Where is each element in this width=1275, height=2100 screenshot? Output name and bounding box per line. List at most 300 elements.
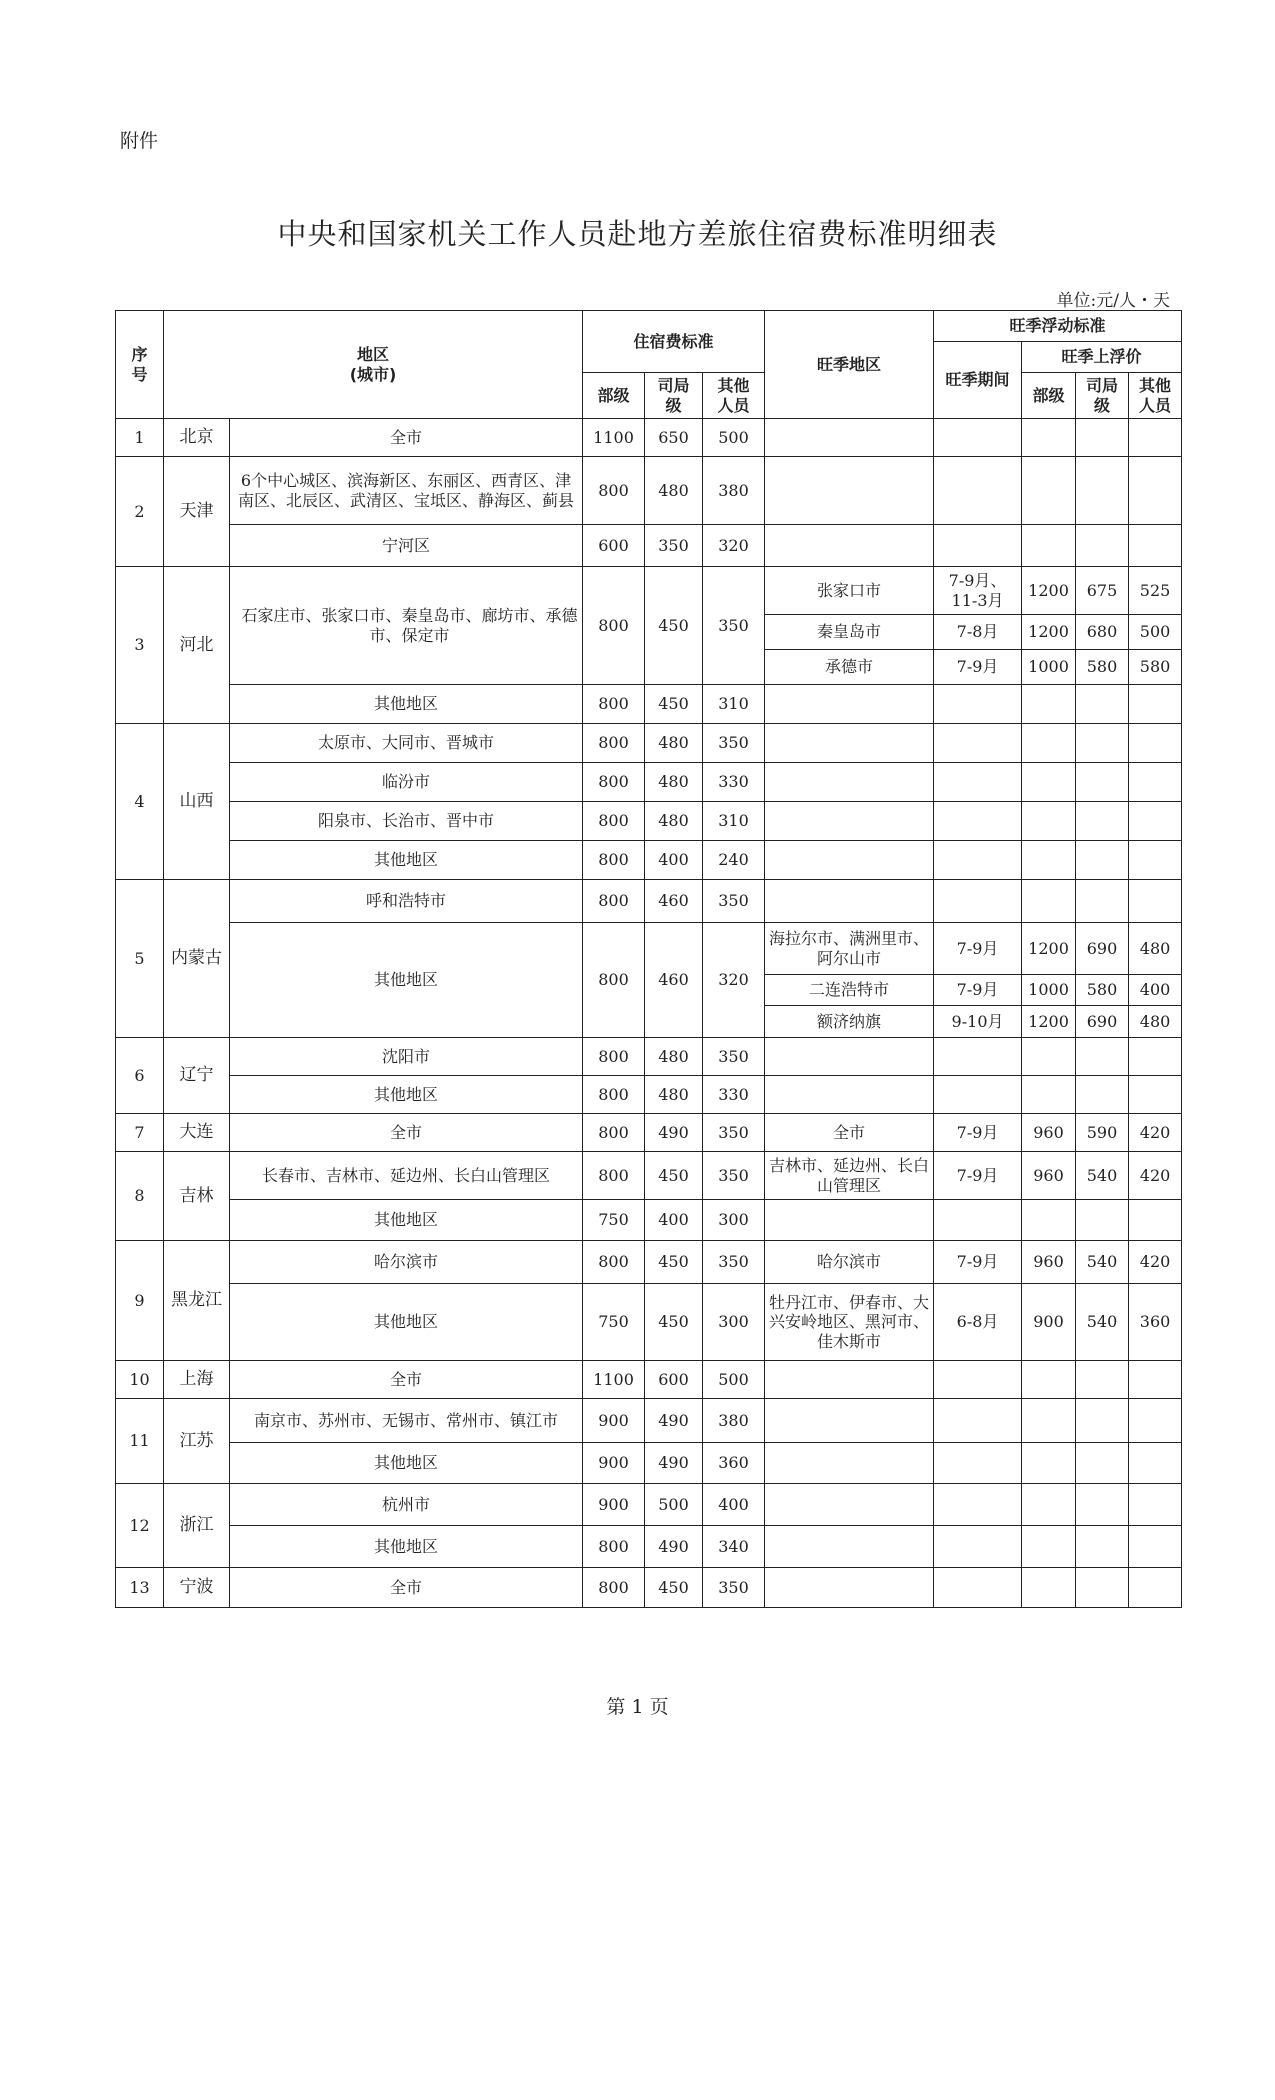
province: 宁波 <box>164 1568 230 1608</box>
area: 南京市、苏州市、无锡市、常州市、镇江市 <box>230 1399 583 1443</box>
rate-table <box>115 310 1182 1608</box>
rate-bureau: 450 <box>645 1284 703 1361</box>
rate-bureau: 450 <box>645 1241 703 1284</box>
row-no: 2 <box>116 457 164 567</box>
peak-bureau <box>1076 841 1129 880</box>
peak-bureau <box>1076 1399 1129 1443</box>
peak-bureau: 580 <box>1076 650 1129 685</box>
peak-period <box>934 880 1022 923</box>
area: 6个中心城区、滨海新区、东丽区、西青区、津南区、北辰区、武清区、宝坻区、静海区、蓟县 <box>230 457 583 525</box>
peak-bureau <box>1076 525 1129 567</box>
peak-bureau <box>1076 457 1129 525</box>
table-row <box>116 802 1182 841</box>
peak-region <box>765 724 934 763</box>
peak-others: 480 <box>1129 1006 1182 1038</box>
table-row <box>116 1284 1182 1361</box>
table-row <box>116 1399 1182 1443</box>
peak-period: 9-10月 <box>934 1006 1022 1038</box>
province: 河北 <box>164 567 230 724</box>
row-no: 6 <box>116 1038 164 1114</box>
peak-others <box>1129 763 1182 802</box>
peak-bureau <box>1076 1526 1129 1568</box>
rate-others: 300 <box>703 1284 765 1361</box>
rate-others: 350 <box>703 1152 765 1200</box>
rate-bureau: 600 <box>645 1361 703 1399</box>
rate-bureau: 490 <box>645 1443 703 1484</box>
area: 其他地区 <box>230 923 583 1038</box>
peak-region <box>765 1443 934 1484</box>
peak-period <box>934 419 1022 457</box>
header-peak-rate: 旺季上浮价 <box>1022 342 1182 373</box>
peak-bureau: 690 <box>1076 923 1129 975</box>
peak-region: 额济纳旗 <box>765 1006 934 1038</box>
peak-ministerial: 1000 <box>1022 975 1076 1006</box>
row-no: 1 <box>116 419 164 457</box>
peak-region <box>765 841 934 880</box>
peak-period: 6-8月 <box>934 1284 1022 1361</box>
table-row <box>116 880 1182 923</box>
peak-ministerial <box>1022 763 1076 802</box>
area: 阳泉市、长治市、晋中市 <box>230 802 583 841</box>
peak-others <box>1129 419 1182 457</box>
peak-region <box>765 802 934 841</box>
row-no: 7 <box>116 1114 164 1152</box>
rate-others: 350 <box>703 1114 765 1152</box>
rate-others: 330 <box>703 763 765 802</box>
peak-period: 7-9月 <box>934 1114 1022 1152</box>
rate-ministerial: 800 <box>583 1568 645 1608</box>
peak-ministerial <box>1022 1200 1076 1241</box>
header-peak-bureau: 司局 级 <box>1076 373 1129 419</box>
peak-bureau <box>1076 1568 1129 1608</box>
row-no: 4 <box>116 724 164 880</box>
peak-bureau <box>1076 1484 1129 1526</box>
province: 内蒙古 <box>164 880 230 1038</box>
table-row <box>116 763 1182 802</box>
province: 天津 <box>164 457 230 567</box>
peak-others: 420 <box>1129 1114 1182 1152</box>
rate-ministerial: 600 <box>583 525 645 567</box>
peak-bureau: 540 <box>1076 1152 1129 1200</box>
peak-region: 牡丹江市、伊春市、大兴安岭地区、黑河市、佳木斯市 <box>765 1284 934 1361</box>
peak-region <box>765 1399 934 1443</box>
peak-period <box>934 1076 1022 1114</box>
peak-period <box>934 685 1022 724</box>
area: 太原市、大同市、晋城市 <box>230 724 583 763</box>
peak-others: 420 <box>1129 1152 1182 1200</box>
rate-ministerial: 750 <box>583 1284 645 1361</box>
peak-others <box>1129 1443 1182 1484</box>
rate-ministerial: 800 <box>583 802 645 841</box>
header-peak-others: 其他 人员 <box>1129 373 1182 419</box>
peak-region <box>765 1484 934 1526</box>
peak-period <box>934 724 1022 763</box>
rate-others: 400 <box>703 1484 765 1526</box>
peak-period <box>934 1526 1022 1568</box>
area: 其他地区 <box>230 1076 583 1114</box>
rate-ministerial: 1100 <box>583 419 645 457</box>
peak-ministerial <box>1022 419 1076 457</box>
peak-ministerial <box>1022 685 1076 724</box>
rate-bureau: 490 <box>645 1114 703 1152</box>
peak-ministerial <box>1022 1568 1076 1608</box>
peak-ministerial <box>1022 1076 1076 1114</box>
rate-bureau: 400 <box>645 1200 703 1241</box>
rate-others: 350 <box>703 724 765 763</box>
table-row <box>116 567 1182 615</box>
rate-bureau: 450 <box>645 1568 703 1608</box>
rate-ministerial: 800 <box>583 1526 645 1568</box>
rate-ministerial: 800 <box>583 724 645 763</box>
row-no: 8 <box>116 1152 164 1241</box>
area: 长春市、吉林市、延边州、长白山管理区 <box>230 1152 583 1200</box>
peak-region: 张家口市 <box>765 567 934 615</box>
header-peak-period: 旺季期间 <box>934 342 1022 419</box>
row-no: 9 <box>116 1241 164 1361</box>
table-row <box>116 457 1182 525</box>
rate-bureau: 450 <box>645 567 703 685</box>
area: 石家庄市、张家口市、秦皇岛市、廊坊市、承德市、保定市 <box>230 567 583 685</box>
peak-bureau: 580 <box>1076 975 1129 1006</box>
header-bureau: 司局 级 <box>645 373 703 419</box>
rate-bureau: 480 <box>645 763 703 802</box>
peak-period <box>934 1568 1022 1608</box>
province: 大连 <box>164 1114 230 1152</box>
rate-others: 320 <box>703 923 765 1038</box>
row-no: 10 <box>116 1361 164 1399</box>
peak-region <box>765 1361 934 1399</box>
peak-ministerial: 960 <box>1022 1241 1076 1284</box>
peak-ministerial: 1200 <box>1022 615 1076 650</box>
table-row <box>116 1038 1182 1076</box>
peak-bureau <box>1076 763 1129 802</box>
rate-bureau: 460 <box>645 880 703 923</box>
peak-period <box>934 1361 1022 1399</box>
table-row <box>116 419 1182 457</box>
peak-others <box>1129 724 1182 763</box>
peak-bureau: 540 <box>1076 1284 1129 1361</box>
table-row <box>116 1200 1182 1241</box>
peak-ministerial: 900 <box>1022 1284 1076 1361</box>
peak-ministerial <box>1022 1484 1076 1526</box>
peak-period <box>934 457 1022 525</box>
header-ministerial: 部级 <box>583 373 645 419</box>
peak-region <box>765 1568 934 1608</box>
peak-region: 秦皇岛市 <box>765 615 934 650</box>
rate-bureau: 650 <box>645 419 703 457</box>
peak-ministerial: 960 <box>1022 1114 1076 1152</box>
peak-ministerial <box>1022 802 1076 841</box>
rate-ministerial: 900 <box>583 1484 645 1526</box>
province: 吉林 <box>164 1152 230 1241</box>
peak-region: 承德市 <box>765 650 934 685</box>
peak-bureau <box>1076 724 1129 763</box>
rate-others: 240 <box>703 841 765 880</box>
header-peak-region: 旺季地区 <box>765 311 934 419</box>
province: 北京 <box>164 419 230 457</box>
peak-others <box>1129 1361 1182 1399</box>
peak-others <box>1129 1568 1182 1608</box>
header-peak-standard: 旺季浮动标准 <box>934 311 1182 342</box>
rate-ministerial: 750 <box>583 1200 645 1241</box>
peak-bureau: 675 <box>1076 567 1129 615</box>
rate-bureau: 490 <box>645 1399 703 1443</box>
page-number: 第 1 页 <box>606 1696 669 1718</box>
rate-bureau: 480 <box>645 802 703 841</box>
peak-period <box>934 525 1022 567</box>
area: 其他地区 <box>230 685 583 724</box>
rate-ministerial: 900 <box>583 1443 645 1484</box>
peak-region <box>765 525 934 567</box>
peak-bureau: 680 <box>1076 615 1129 650</box>
rate-others: 310 <box>703 685 765 724</box>
province: 浙江 <box>164 1484 230 1568</box>
area: 杭州市 <box>230 1484 583 1526</box>
peak-ministerial <box>1022 1038 1076 1076</box>
peak-period: 7-9月 <box>934 1241 1022 1284</box>
area: 哈尔滨市 <box>230 1241 583 1284</box>
peak-bureau <box>1076 1361 1129 1399</box>
rate-ministerial: 1100 <box>583 1361 645 1399</box>
rate-ministerial: 900 <box>583 1399 645 1443</box>
header-region: 地区 (城市) <box>164 311 583 419</box>
peak-region: 吉林市、延边州、长白山管理区 <box>765 1152 934 1200</box>
peak-period: 7-9月 <box>934 975 1022 1006</box>
peak-bureau: 590 <box>1076 1114 1129 1152</box>
peak-region <box>765 1526 934 1568</box>
rate-ministerial: 800 <box>583 1114 645 1152</box>
header-no: 序 号 <box>116 311 164 419</box>
header-others: 其他 人员 <box>703 373 765 419</box>
rate-others: 330 <box>703 1076 765 1114</box>
table-row <box>116 1114 1182 1152</box>
rate-bureau: 480 <box>645 1038 703 1076</box>
rate-others: 350 <box>703 567 765 685</box>
rate-bureau: 350 <box>645 525 703 567</box>
area: 全市 <box>230 1114 583 1152</box>
table-row <box>116 1361 1182 1399</box>
peak-period <box>934 1399 1022 1443</box>
rate-ministerial: 800 <box>583 1038 645 1076</box>
area: 呼和浩特市 <box>230 880 583 923</box>
peak-region <box>765 419 934 457</box>
rate-others: 500 <box>703 1361 765 1399</box>
table-row <box>116 1568 1182 1608</box>
rate-ministerial: 800 <box>583 1076 645 1114</box>
rate-others: 350 <box>703 1241 765 1284</box>
peak-region <box>765 1038 934 1076</box>
row-no: 11 <box>116 1399 164 1484</box>
peak-ministerial <box>1022 1443 1076 1484</box>
peak-period: 7-9月 <box>934 1152 1022 1200</box>
rate-others: 350 <box>703 1038 765 1076</box>
peak-region: 二连浩特市 <box>765 975 934 1006</box>
peak-ministerial: 1200 <box>1022 923 1076 975</box>
peak-ministerial: 1200 <box>1022 567 1076 615</box>
peak-region <box>765 880 934 923</box>
peak-others <box>1129 1038 1182 1076</box>
peak-ministerial <box>1022 880 1076 923</box>
table-row <box>116 525 1182 567</box>
rate-ministerial: 800 <box>583 685 645 724</box>
peak-ministerial: 1200 <box>1022 1006 1076 1038</box>
peak-ministerial: 960 <box>1022 1152 1076 1200</box>
peak-period <box>934 1038 1022 1076</box>
peak-period <box>934 1200 1022 1241</box>
rate-ministerial: 800 <box>583 841 645 880</box>
peak-others <box>1129 1200 1182 1241</box>
peak-others: 420 <box>1129 1241 1182 1284</box>
rate-others: 500 <box>703 419 765 457</box>
peak-period <box>934 1443 1022 1484</box>
peak-ministerial <box>1022 1361 1076 1399</box>
peak-region <box>765 685 934 724</box>
rate-others: 300 <box>703 1200 765 1241</box>
rate-others: 380 <box>703 1399 765 1443</box>
province: 江苏 <box>164 1399 230 1484</box>
peak-period: 7-8月 <box>934 615 1022 650</box>
row-no: 3 <box>116 567 164 724</box>
header-accommodation: 住宿费标准 <box>583 311 765 373</box>
peak-ministerial <box>1022 724 1076 763</box>
row-no: 5 <box>116 880 164 1038</box>
peak-region <box>765 457 934 525</box>
peak-others <box>1129 1526 1182 1568</box>
peak-bureau <box>1076 1076 1129 1114</box>
peak-region: 全市 <box>765 1114 934 1152</box>
rate-others: 320 <box>703 525 765 567</box>
rate-ministerial: 800 <box>583 763 645 802</box>
peak-period <box>934 763 1022 802</box>
peak-others: 400 <box>1129 975 1182 1006</box>
peak-period <box>934 1484 1022 1526</box>
area: 其他地区 <box>230 1284 583 1361</box>
peak-others <box>1129 685 1182 724</box>
peak-bureau <box>1076 1443 1129 1484</box>
peak-region <box>765 763 934 802</box>
area: 其他地区 <box>230 1200 583 1241</box>
rate-ministerial: 800 <box>583 923 645 1038</box>
peak-others <box>1129 841 1182 880</box>
rate-ministerial: 800 <box>583 1241 645 1284</box>
peak-bureau <box>1076 685 1129 724</box>
province: 上海 <box>164 1361 230 1399</box>
peak-period <box>934 841 1022 880</box>
peak-ministerial: 1000 <box>1022 650 1076 685</box>
table-row <box>116 1484 1182 1526</box>
table-row <box>116 1241 1182 1284</box>
peak-others <box>1129 880 1182 923</box>
table-row <box>116 685 1182 724</box>
table-row <box>116 724 1182 763</box>
peak-others <box>1129 802 1182 841</box>
peak-period: 7-9月 <box>934 650 1022 685</box>
rate-bureau: 500 <box>645 1484 703 1526</box>
rate-ministerial: 800 <box>583 880 645 923</box>
rate-others: 360 <box>703 1443 765 1484</box>
rate-bureau: 400 <box>645 841 703 880</box>
peak-others <box>1129 457 1182 525</box>
area: 全市 <box>230 1361 583 1399</box>
rate-others: 350 <box>703 880 765 923</box>
peak-ministerial <box>1022 1526 1076 1568</box>
peak-region: 哈尔滨市 <box>765 1241 934 1284</box>
rate-others: 380 <box>703 457 765 525</box>
rate-bureau: 480 <box>645 1076 703 1114</box>
rate-others: 310 <box>703 802 765 841</box>
rate-ministerial: 800 <box>583 567 645 685</box>
peak-ministerial <box>1022 525 1076 567</box>
rate-bureau: 450 <box>645 1152 703 1200</box>
rate-ministerial: 800 <box>583 457 645 525</box>
peak-others: 360 <box>1129 1284 1182 1361</box>
area: 全市 <box>230 1568 583 1608</box>
rate-bureau: 480 <box>645 724 703 763</box>
peak-region: 海拉尔市、满洲里市、阿尔山市 <box>765 923 934 975</box>
peak-others: 480 <box>1129 923 1182 975</box>
peak-bureau <box>1076 419 1129 457</box>
area: 其他地区 <box>230 841 583 880</box>
rate-bureau: 460 <box>645 923 703 1038</box>
area: 沈阳市 <box>230 1038 583 1076</box>
peak-period: 7-9月、11-3月 <box>934 567 1022 615</box>
peak-bureau <box>1076 1200 1129 1241</box>
table-row <box>116 1443 1182 1484</box>
row-no: 12 <box>116 1484 164 1568</box>
peak-others: 525 <box>1129 567 1182 615</box>
area: 全市 <box>230 419 583 457</box>
unit-label: 单位:元/人・天 <box>1056 291 1170 311</box>
rate-ministerial: 800 <box>583 1152 645 1200</box>
peak-bureau: 540 <box>1076 1241 1129 1284</box>
table-row <box>116 1526 1182 1568</box>
peak-others: 580 <box>1129 650 1182 685</box>
province: 辽宁 <box>164 1038 230 1114</box>
header-peak-ministerial: 部级 <box>1022 373 1076 419</box>
peak-region <box>765 1200 934 1241</box>
rate-bureau: 480 <box>645 457 703 525</box>
peak-period <box>934 802 1022 841</box>
peak-others <box>1129 1399 1182 1443</box>
peak-bureau <box>1076 880 1129 923</box>
province: 黑龙江 <box>164 1241 230 1361</box>
peak-ministerial <box>1022 841 1076 880</box>
page-title: 中央和国家机关工作人员赴地方差旅住宿费标准明细表 <box>277 217 998 251</box>
peak-ministerial <box>1022 1399 1076 1443</box>
peak-others <box>1129 1484 1182 1526</box>
row-no: 13 <box>116 1568 164 1608</box>
table-row <box>116 1152 1182 1200</box>
province: 山西 <box>164 724 230 880</box>
rate-others: 340 <box>703 1526 765 1568</box>
peak-others <box>1129 1076 1182 1114</box>
peak-others: 500 <box>1129 615 1182 650</box>
table-row <box>116 923 1182 975</box>
peak-region <box>765 1076 934 1114</box>
table-row <box>116 841 1182 880</box>
peak-ministerial <box>1022 457 1076 525</box>
rate-bureau: 490 <box>645 1526 703 1568</box>
rate-bureau: 450 <box>645 685 703 724</box>
rate-others: 350 <box>703 1568 765 1608</box>
peak-others <box>1129 525 1182 567</box>
table-row <box>116 1076 1182 1114</box>
peak-bureau <box>1076 1038 1129 1076</box>
area: 其他地区 <box>230 1526 583 1568</box>
peak-bureau <box>1076 802 1129 841</box>
area: 宁河区 <box>230 525 583 567</box>
area: 临汾市 <box>230 763 583 802</box>
